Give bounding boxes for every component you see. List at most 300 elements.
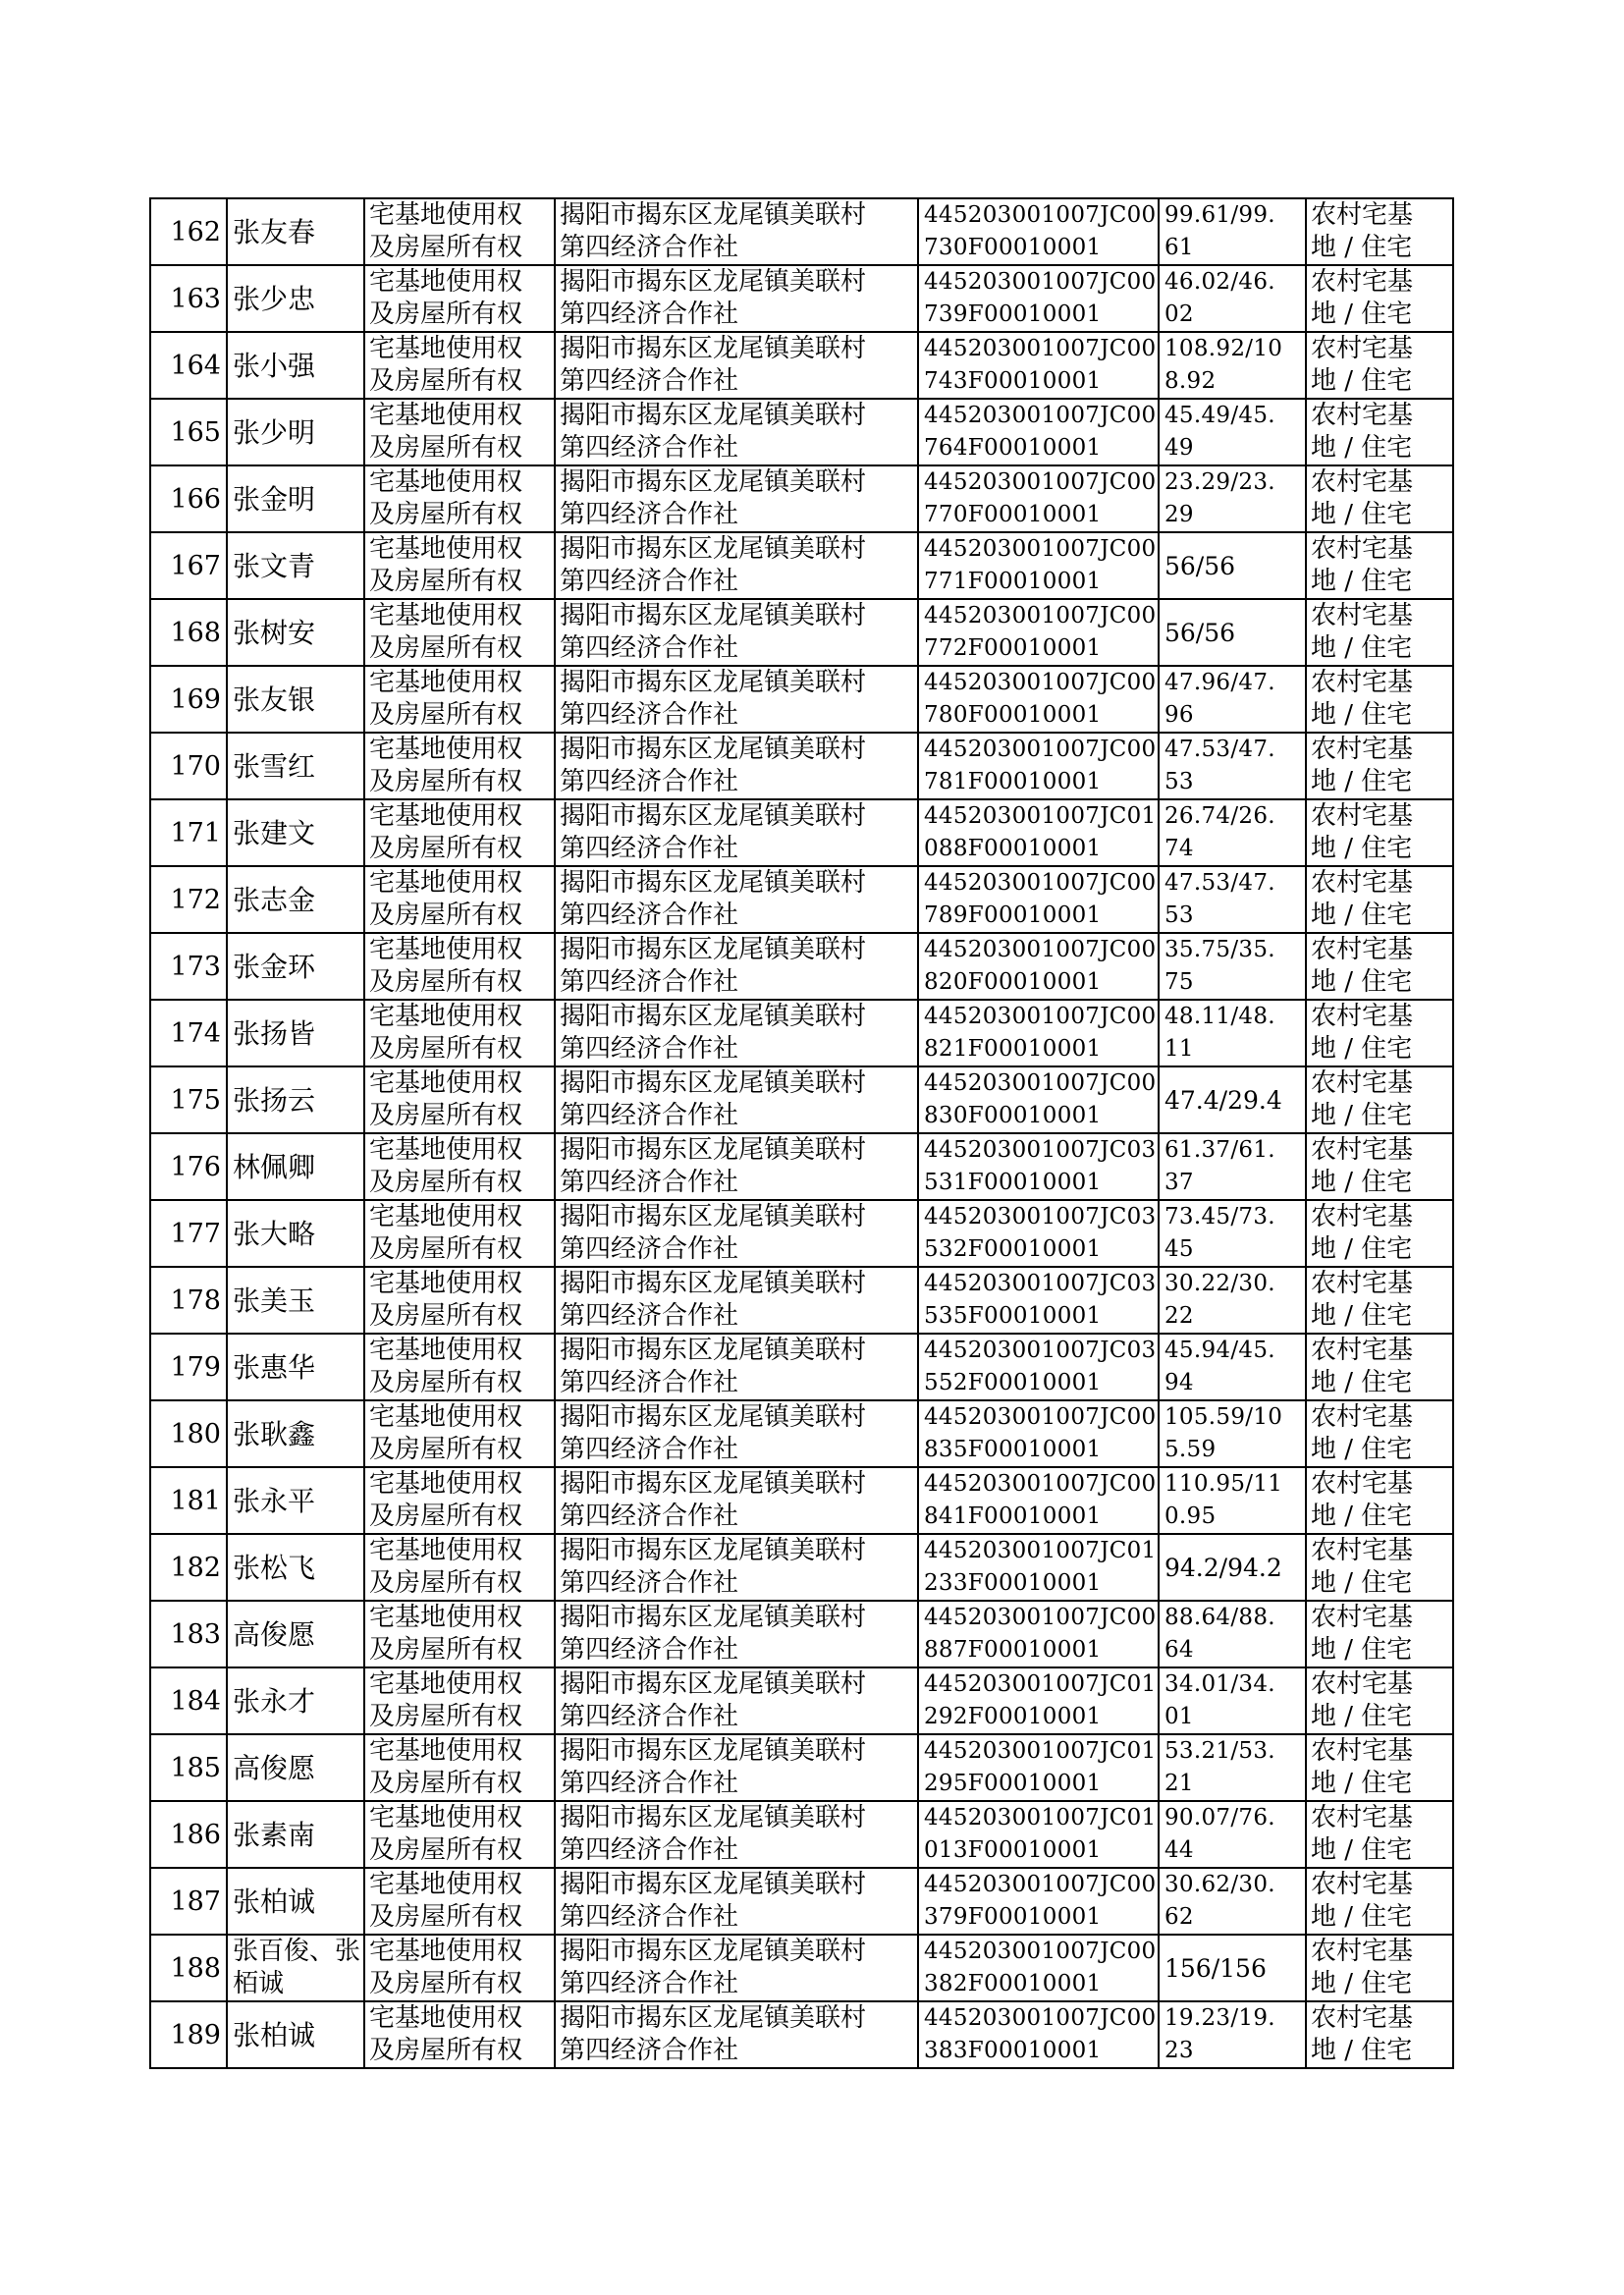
land-use-cell-line: 农村宅基 <box>1311 1269 1414 1298</box>
table-row <box>150 1334 1453 1400</box>
location-cell-line: 第四经济合作社 <box>560 834 739 863</box>
area-cell <box>1159 1734 1306 1801</box>
area-cell <box>1159 933 1306 1000</box>
owner-name-cell: 张金明 <box>227 465 364 532</box>
location-cell-line: 第四经济合作社 <box>560 500 739 529</box>
certificate-number-cell-line: 445203001007JC00 <box>924 1605 1157 1630</box>
area-cell-line: 53.21/53. <box>1164 1738 1275 1764</box>
right-type-cell-line: 及房屋所有权 <box>369 1835 523 1865</box>
certificate-number-cell-line: 379F00010001 <box>924 1904 1102 1930</box>
table-row <box>150 599 1453 666</box>
certificate-number-cell-line: 532F00010001 <box>924 1236 1102 1262</box>
certificate-number-cell-line: 730F00010001 <box>924 235 1102 260</box>
area-cell-line: 108.92/10 <box>1164 336 1283 361</box>
land-use-cell-line: 农村宅基 <box>1311 1736 1414 1766</box>
right-type-cell <box>364 465 555 532</box>
certificate-number-cell-line: 445203001007JC03 <box>924 1137 1157 1163</box>
certificate-number-cell-line: 445203001007JC00 <box>924 737 1157 762</box>
certificate-number-cell-line: 445203001007JC01 <box>924 1538 1157 1563</box>
right-type-cell <box>364 1400 555 1467</box>
land-use-cell-line: 地 / 住宅 <box>1311 1101 1413 1130</box>
row-number-cell: 167 <box>150 532 227 599</box>
land-use-cell-line: 地 / 住宅 <box>1311 834 1413 863</box>
area-cell <box>1159 1667 1306 1734</box>
location-cell-line: 第四经济合作社 <box>560 300 739 329</box>
area-cell <box>1159 866 1306 933</box>
certificate-number-cell-line: 013F00010001 <box>924 1837 1102 1863</box>
right-type-cell-line: 及房屋所有权 <box>369 1902 523 1932</box>
area-cell-line: 45 <box>1164 1236 1194 1262</box>
location-cell <box>555 332 918 399</box>
owner-name-cell: 张柏诚 <box>227 1868 364 1935</box>
right-type-cell-line: 宅基地使用权 <box>369 1202 523 1231</box>
certificate-number-cell <box>918 399 1159 465</box>
location-cell <box>555 265 918 332</box>
certificate-number-cell-line: 445203001007JC00 <box>924 1939 1157 1964</box>
location-cell-line: 第四经济合作社 <box>560 1435 739 1464</box>
location-cell <box>555 399 918 465</box>
certificate-number-cell <box>918 933 1159 1000</box>
location-cell-line: 揭阳市揭东区龙尾镇美联村 <box>560 401 867 430</box>
location-cell-line: 揭阳市揭东区龙尾镇美联村 <box>560 1536 867 1565</box>
owner-name-cell: 张雪红 <box>227 733 364 799</box>
certificate-number-cell-line: 445203001007JC00 <box>924 536 1157 562</box>
land-use-cell-line: 农村宅基 <box>1311 534 1414 564</box>
certificate-number-cell-line: 445203001007JC00 <box>924 1471 1157 1497</box>
right-type-cell-line: 宅基地使用权 <box>369 2003 523 2033</box>
land-use-cell-line: 农村宅基 <box>1311 868 1414 898</box>
location-cell <box>555 1334 918 1400</box>
table-row <box>150 332 1453 399</box>
location-cell-line: 第四经济合作社 <box>560 433 739 463</box>
area-cell-line: 02 <box>1164 301 1194 327</box>
right-type-cell <box>364 599 555 666</box>
row-number-cell: 180 <box>150 1400 227 1467</box>
area-cell-line: 96 <box>1164 702 1194 728</box>
land-use-cell-line: 地 / 住宅 <box>1311 1902 1413 1932</box>
location-cell-line: 第四经济合作社 <box>560 1168 739 1197</box>
area-cell-line: 62 <box>1164 1904 1194 1930</box>
land-use-cell <box>1306 599 1453 666</box>
area-cell-line: 23.29/23. <box>1164 469 1275 495</box>
right-type-cell <box>364 1267 555 1334</box>
area-cell-line: 37 <box>1164 1170 1194 1195</box>
area-cell <box>1159 198 1306 265</box>
land-use-cell-line: 地 / 住宅 <box>1311 2036 1413 2065</box>
owner-name-cell: 张少明 <box>227 399 364 465</box>
right-type-cell-line: 及房屋所有权 <box>369 1568 523 1598</box>
location-cell <box>555 1066 918 1133</box>
right-type-cell-line: 宅基地使用权 <box>369 200 523 230</box>
land-use-cell-line: 农村宅基 <box>1311 267 1414 297</box>
right-type-cell <box>364 1000 555 1066</box>
area-cell-line: 19.23/19. <box>1164 2005 1275 2031</box>
certificate-number-cell-line: 292F00010001 <box>924 1704 1102 1729</box>
land-use-cell <box>1306 1601 1453 1667</box>
certificate-number-cell <box>918 265 1159 332</box>
location-cell-line: 第四经济合作社 <box>560 901 739 930</box>
land-use-cell-line: 农村宅基 <box>1311 1002 1414 1031</box>
area-cell: 47.4/29.4 <box>1159 1066 1306 1133</box>
right-type-cell-line: 宅基地使用权 <box>369 935 523 964</box>
right-type-cell-line: 宅基地使用权 <box>369 1870 523 1899</box>
certificate-number-cell <box>918 733 1159 799</box>
location-cell-line: 第四经济合作社 <box>560 1835 739 1865</box>
right-type-cell-line: 及房屋所有权 <box>369 1168 523 1197</box>
certificate-number-cell-line: 789F00010001 <box>924 902 1102 928</box>
row-number-cell: 184 <box>150 1667 227 1734</box>
owner-name-cell: 张永平 <box>227 1467 364 1534</box>
land-use-cell-line: 农村宅基 <box>1311 1068 1414 1098</box>
row-number-cell: 186 <box>150 1801 227 1868</box>
right-type-cell-line: 及房屋所有权 <box>369 633 523 663</box>
location-cell-line: 揭阳市揭东区龙尾镇美联村 <box>560 1402 867 1432</box>
area-cell-line: 26.74/26. <box>1164 803 1275 829</box>
location-cell-line: 揭阳市揭东区龙尾镇美联村 <box>560 1736 867 1766</box>
certificate-number-cell-line: 445203001007JC03 <box>924 1204 1157 1229</box>
area-cell-line: 48.11/48. <box>1164 1004 1275 1029</box>
land-use-cell <box>1306 1801 1453 1868</box>
location-cell-line: 揭阳市揭东区龙尾镇美联村 <box>560 334 867 363</box>
land-use-cell-line: 农村宅基 <box>1311 1469 1414 1499</box>
certificate-number-cell <box>918 1400 1159 1467</box>
right-type-cell <box>364 198 555 265</box>
owner-name-cell: 张素南 <box>227 1801 364 1868</box>
certificate-number-cell-line: 445203001007JC03 <box>924 1338 1157 1363</box>
right-type-cell <box>364 866 555 933</box>
owner-name-cell: 张友春 <box>227 198 364 265</box>
location-cell-line: 第四经济合作社 <box>560 1101 739 1130</box>
location-cell <box>555 2001 918 2068</box>
right-type-cell <box>364 1734 555 1801</box>
right-type-cell <box>364 1133 555 1200</box>
row-number-cell: 170 <box>150 733 227 799</box>
registry-table <box>149 197 1454 2069</box>
certificate-number-cell <box>918 1734 1159 1801</box>
certificate-number-cell-line: 887F00010001 <box>924 1637 1102 1663</box>
right-type-cell-line: 及房屋所有权 <box>369 901 523 930</box>
location-cell-line: 揭阳市揭东区龙尾镇美联村 <box>560 267 867 297</box>
location-cell-line: 第四经济合作社 <box>560 1702 739 1731</box>
certificate-number-cell <box>918 532 1159 599</box>
right-type-cell-line: 宅基地使用权 <box>369 1135 523 1165</box>
certificate-number-cell <box>918 666 1159 733</box>
certificate-number-cell-line: 445203001007JC00 <box>924 269 1157 295</box>
area-cell-line: 88.64/88. <box>1164 1605 1275 1630</box>
location-cell-line: 揭阳市揭东区龙尾镇美联村 <box>560 1135 867 1165</box>
location-cell-line: 揭阳市揭东区龙尾镇美联村 <box>560 801 867 831</box>
row-number-cell: 174 <box>150 1000 227 1066</box>
area-cell-line: 47.53/47. <box>1164 737 1275 762</box>
land-use-cell <box>1306 1400 1453 1467</box>
location-cell-line: 揭阳市揭东区龙尾镇美联村 <box>560 1937 867 1966</box>
area-cell-line: 73.45/73. <box>1164 1204 1275 1229</box>
location-cell <box>555 666 918 733</box>
location-cell-line: 揭阳市揭东区龙尾镇美联村 <box>560 1269 867 1298</box>
certificate-number-cell <box>918 2001 1159 2068</box>
area-cell-line: 61.37/61. <box>1164 1137 1275 1163</box>
land-use-cell <box>1306 799 1453 866</box>
right-type-cell-line: 宅基地使用权 <box>369 467 523 497</box>
owner-name-cell: 张大略 <box>227 1200 364 1267</box>
location-cell <box>555 532 918 599</box>
location-cell <box>555 1935 918 2001</box>
land-use-cell <box>1306 1267 1453 1334</box>
land-use-cell-line: 地 / 住宅 <box>1311 1368 1413 1397</box>
land-use-cell <box>1306 332 1453 399</box>
land-use-cell-line: 地 / 住宅 <box>1311 1969 1413 1998</box>
table-row <box>150 1734 1453 1801</box>
land-use-cell <box>1306 1734 1453 1801</box>
location-cell-line: 揭阳市揭东区龙尾镇美联村 <box>560 1068 867 1098</box>
right-type-cell-line: 及房屋所有权 <box>369 1101 523 1130</box>
owner-name-cell: 林佩卿 <box>227 1133 364 1200</box>
right-type-cell-line: 及房屋所有权 <box>369 300 523 329</box>
table-row <box>150 933 1453 1000</box>
land-use-cell <box>1306 1935 1453 2001</box>
land-use-cell-line: 地 / 住宅 <box>1311 633 1413 663</box>
owner-name-cell: 张树安 <box>227 599 364 666</box>
certificate-number-cell-line: 531F00010001 <box>924 1170 1102 1195</box>
land-use-cell-line: 地 / 住宅 <box>1311 1234 1413 1264</box>
owner-name-cell: 张小强 <box>227 332 364 399</box>
area-cell-line: 99.61/99. <box>1164 202 1275 228</box>
certificate-number-cell-line: 445203001007JC00 <box>924 670 1157 695</box>
certificate-number-cell-line: 445203001007JC01 <box>924 1738 1157 1764</box>
right-type-cell-line: 宅基地使用权 <box>369 735 523 764</box>
area-cell-line: 110.95/11 <box>1164 1471 1283 1497</box>
right-type-cell-line: 及房屋所有权 <box>369 233 523 262</box>
location-cell-line: 第四经济合作社 <box>560 1769 739 1798</box>
land-use-cell <box>1306 1467 1453 1534</box>
location-cell <box>555 1267 918 1334</box>
right-type-cell <box>364 1801 555 1868</box>
area-cell <box>1159 1267 1306 1334</box>
table-row <box>150 1200 1453 1267</box>
location-cell <box>555 933 918 1000</box>
certificate-number-cell <box>918 866 1159 933</box>
certificate-number-cell-line: 088F00010001 <box>924 836 1102 861</box>
row-number-cell: 168 <box>150 599 227 666</box>
area-cell: 156/156 <box>1159 1935 1306 2001</box>
area-cell-line: 11 <box>1164 1036 1194 1062</box>
certificate-number-cell-line: 233F00010001 <box>924 1570 1102 1596</box>
row-number-cell: 162 <box>150 198 227 265</box>
row-number-cell: 166 <box>150 465 227 532</box>
area-cell-line: 34.01/34. <box>1164 1671 1275 1697</box>
location-cell <box>555 1734 918 1801</box>
table-row <box>150 532 1453 599</box>
area-cell-line: 47.53/47. <box>1164 870 1275 896</box>
certificate-number-cell-line: 772F00010001 <box>924 635 1102 661</box>
land-use-cell-line: 农村宅基 <box>1311 1870 1414 1899</box>
land-use-cell-line: 农村宅基 <box>1311 1336 1414 1365</box>
location-cell <box>555 1801 918 1868</box>
location-cell-line: 第四经济合作社 <box>560 1301 739 1331</box>
table-row <box>150 1133 1453 1200</box>
location-cell-line: 揭阳市揭东区龙尾镇美联村 <box>560 668 867 697</box>
right-type-cell-line: 及房屋所有权 <box>369 767 523 796</box>
area-cell <box>1159 733 1306 799</box>
area-cell-line: 21 <box>1164 1771 1194 1796</box>
land-use-cell-line: 农村宅基 <box>1311 467 1414 497</box>
land-use-cell-line: 农村宅基 <box>1311 1603 1414 1632</box>
certificate-number-cell <box>918 465 1159 532</box>
location-cell-line: 第四经济合作社 <box>560 967 739 997</box>
land-use-cell-line: 农村宅基 <box>1311 735 1414 764</box>
land-use-cell-line: 地 / 住宅 <box>1311 1034 1413 1064</box>
location-cell-line: 揭阳市揭东区龙尾镇美联村 <box>560 1202 867 1231</box>
certificate-number-cell-line: 445203001007JC00 <box>924 603 1157 628</box>
owner-name-cell: 张松飞 <box>227 1534 364 1601</box>
certificate-number-cell <box>918 1868 1159 1935</box>
location-cell-line: 揭阳市揭东区龙尾镇美联村 <box>560 534 867 564</box>
row-number-cell: 185 <box>150 1734 227 1801</box>
area-cell: 56/56 <box>1159 532 1306 599</box>
certificate-number-cell-line: 445203001007JC00 <box>924 1404 1157 1430</box>
certificate-number-cell-line: 445203001007JC01 <box>924 803 1157 829</box>
land-use-cell <box>1306 1667 1453 1734</box>
right-type-cell-line: 宅基地使用权 <box>369 1002 523 1031</box>
certificate-number-cell <box>918 599 1159 666</box>
certificate-number-cell <box>918 1467 1159 1534</box>
area-cell <box>1159 1400 1306 1467</box>
certificate-number-cell-line: 771F00010001 <box>924 569 1102 594</box>
land-use-cell-line: 地 / 住宅 <box>1311 901 1413 930</box>
area-cell <box>1159 1467 1306 1534</box>
certificate-number-cell-line: 383F00010001 <box>924 2038 1102 2063</box>
location-cell <box>555 1667 918 1734</box>
location-cell <box>555 1467 918 1534</box>
right-type-cell-line: 宅基地使用权 <box>369 1402 523 1432</box>
area-cell <box>1159 465 1306 532</box>
table-row <box>150 265 1453 332</box>
location-cell-line: 揭阳市揭东区龙尾镇美联村 <box>560 868 867 898</box>
area-cell-line: 22 <box>1164 1303 1194 1329</box>
certificate-number-cell-line: 552F00010001 <box>924 1370 1102 1395</box>
certificate-number-cell-line: 445203001007JC01 <box>924 1671 1157 1697</box>
area-cell-line: 30.22/30. <box>1164 1271 1275 1296</box>
location-cell-line: 第四经济合作社 <box>560 366 739 396</box>
certificate-number-cell-line: 445203001007JC00 <box>924 937 1157 962</box>
right-type-cell <box>364 933 555 1000</box>
table-row <box>150 1801 1453 1868</box>
location-cell <box>555 1200 918 1267</box>
owner-name-cell: 张文青 <box>227 532 364 599</box>
certificate-number-cell <box>918 198 1159 265</box>
land-use-cell-line: 地 / 住宅 <box>1311 233 1413 262</box>
certificate-number-cell-line: 780F00010001 <box>924 702 1102 728</box>
table-row <box>150 2001 1453 2068</box>
area-cell-line: 5.59 <box>1164 1437 1217 1462</box>
owner-name-cell: 高俊愿 <box>227 1734 364 1801</box>
area-cell <box>1159 1200 1306 1267</box>
row-number-cell: 172 <box>150 866 227 933</box>
land-use-cell-line: 地 / 住宅 <box>1311 1835 1413 1865</box>
land-use-cell <box>1306 1334 1453 1400</box>
right-type-cell <box>364 1935 555 2001</box>
land-use-cell <box>1306 198 1453 265</box>
certificate-number-cell <box>918 1667 1159 1734</box>
row-number-cell: 164 <box>150 332 227 399</box>
location-cell-line: 第四经济合作社 <box>560 1368 739 1397</box>
row-number-cell: 179 <box>150 1334 227 1400</box>
location-cell <box>555 198 918 265</box>
area-cell-line: 0.95 <box>1164 1503 1217 1529</box>
location-cell-line: 揭阳市揭东区龙尾镇美联村 <box>560 1870 867 1899</box>
certificate-number-cell-line: 781F00010001 <box>924 769 1102 794</box>
land-use-cell <box>1306 1133 1453 1200</box>
row-number-cell: 183 <box>150 1601 227 1667</box>
right-type-cell-line: 及房屋所有权 <box>369 2036 523 2065</box>
area-cell <box>1159 666 1306 733</box>
land-use-cell-line: 农村宅基 <box>1311 801 1414 831</box>
row-number-cell: 169 <box>150 666 227 733</box>
land-use-cell-line: 地 / 住宅 <box>1311 567 1413 596</box>
row-number-cell: 163 <box>150 265 227 332</box>
table-row <box>150 1601 1453 1667</box>
owner-name-cell: 张少忠 <box>227 265 364 332</box>
right-type-cell <box>364 332 555 399</box>
right-type-cell-line: 宅基地使用权 <box>369 1536 523 1565</box>
land-use-cell-line: 农村宅基 <box>1311 1937 1414 1966</box>
certificate-number-cell <box>918 799 1159 866</box>
area-cell-line: 75 <box>1164 969 1194 995</box>
area-cell-line: 61 <box>1164 235 1194 260</box>
row-number-cell: 177 <box>150 1200 227 1267</box>
land-use-cell <box>1306 465 1453 532</box>
right-type-cell-line: 宅基地使用权 <box>369 1803 523 1832</box>
location-cell-line: 第四经济合作社 <box>560 1502 739 1531</box>
area-cell <box>1159 1133 1306 1200</box>
location-cell-line: 第四经济合作社 <box>560 1234 739 1264</box>
certificate-number-cell <box>918 1066 1159 1133</box>
location-cell-line: 揭阳市揭东区龙尾镇美联村 <box>560 1002 867 1031</box>
table-row <box>150 1868 1453 1935</box>
right-type-cell-line: 及房屋所有权 <box>369 700 523 730</box>
right-type-cell-line: 宅基地使用权 <box>369 334 523 363</box>
right-type-cell <box>364 733 555 799</box>
land-use-cell-line: 农村宅基 <box>1311 401 1414 430</box>
certificate-number-cell-line: 830F00010001 <box>924 1103 1102 1128</box>
certificate-number-cell-line: 445203001007JC00 <box>924 2005 1157 2031</box>
certificate-number-cell <box>918 1801 1159 1868</box>
owner-name-cell: 张志金 <box>227 866 364 933</box>
area-cell <box>1159 332 1306 399</box>
location-cell <box>555 1400 918 1467</box>
land-use-cell <box>1306 933 1453 1000</box>
land-use-cell <box>1306 1534 1453 1601</box>
owner-name-cell: 张百俊、张栢诚 <box>227 1935 364 2001</box>
right-type-cell-line: 宅基地使用权 <box>369 1669 523 1699</box>
row-number-cell: 188 <box>150 1935 227 2001</box>
land-use-cell <box>1306 2001 1453 2068</box>
area-cell-line: 45.94/45. <box>1164 1338 1275 1363</box>
right-type-cell-line: 及房屋所有权 <box>369 1234 523 1264</box>
land-use-cell-line: 农村宅基 <box>1311 1669 1414 1699</box>
right-type-cell-line: 宅基地使用权 <box>369 1937 523 1966</box>
owner-name-cell: 张美玉 <box>227 1267 364 1334</box>
certificate-number-cell-line: 445203001007JC01 <box>924 1805 1157 1831</box>
row-number-cell: 165 <box>150 399 227 465</box>
land-use-cell-line: 地 / 住宅 <box>1311 1435 1413 1464</box>
location-cell-line: 第四经济合作社 <box>560 1635 739 1665</box>
owner-name-cell: 张金环 <box>227 933 364 1000</box>
certificate-number-cell <box>918 1200 1159 1267</box>
table-row <box>150 399 1453 465</box>
land-use-cell-line: 农村宅基 <box>1311 334 1414 363</box>
table-row <box>150 1667 1453 1734</box>
